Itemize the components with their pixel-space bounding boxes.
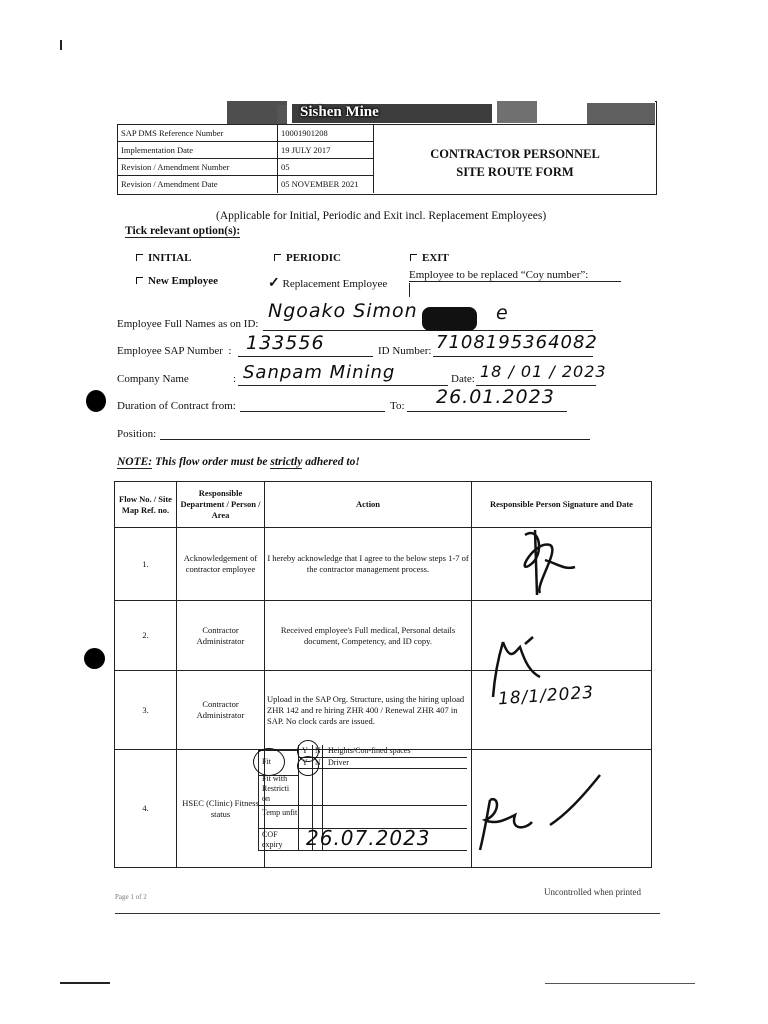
flow-no: 3. xyxy=(115,671,177,750)
fit-label: Fit xyxy=(262,757,271,766)
id-field[interactable] xyxy=(433,356,593,357)
cof-expiry-label: COF expiry xyxy=(262,830,283,849)
company-colon: : xyxy=(233,373,237,385)
form-title-line: SITE ROUTE FORM xyxy=(456,165,574,179)
flow-dept: HSEC (Clinic) Fitness status xyxy=(177,750,265,868)
sap-field[interactable] xyxy=(238,356,373,357)
col-header-flow: Flow No. / Site Map Ref. no. xyxy=(115,482,177,528)
header-row-label: SAP DMS Reference Number xyxy=(121,128,224,138)
sap-label: Employee SAP Number : xyxy=(117,345,232,357)
to-value: 26.01.2023 xyxy=(436,386,555,408)
header-divider xyxy=(373,124,374,193)
banner-texture-icon xyxy=(117,101,655,125)
fit-circle xyxy=(253,748,285,776)
header-banner xyxy=(117,101,655,125)
flow-dept: Contractor Administrator xyxy=(177,671,265,750)
option-label: INITIAL xyxy=(148,252,192,264)
checkbox-icon xyxy=(274,254,281,261)
table-header-row xyxy=(115,482,652,528)
position-label: Position: xyxy=(117,428,157,440)
checkbox-icon xyxy=(136,254,143,261)
option-initial[interactable] xyxy=(136,252,191,264)
y-circle xyxy=(297,756,319,776)
scan-artifact xyxy=(545,983,695,984)
header-divider xyxy=(373,124,655,125)
header-divider xyxy=(277,124,278,193)
replace-coy-box[interactable] xyxy=(409,283,410,297)
full-names-value-end: e xyxy=(496,302,509,324)
punch-hole xyxy=(86,390,106,412)
option-replacement[interactable] xyxy=(268,275,387,292)
duration-to-field[interactable] xyxy=(407,411,567,412)
scan-mark xyxy=(60,40,62,50)
y-label: Y xyxy=(302,758,308,767)
date-value: 18 / 01 / 2023 xyxy=(480,362,607,381)
company-label: Company Name xyxy=(117,373,189,385)
header-row-value: 10001901208 xyxy=(281,128,328,138)
option-label: EXIT xyxy=(422,252,449,264)
company-value: Sanpam Mining xyxy=(243,362,396,383)
punch-hole xyxy=(84,648,105,669)
grid-line xyxy=(258,850,467,851)
checkbox-icon xyxy=(410,254,417,261)
table-row xyxy=(115,671,652,750)
option-exit[interactable] xyxy=(410,252,449,264)
tick-mark-icon: ✓ xyxy=(268,276,280,291)
n-label: N xyxy=(315,758,321,767)
option-label: PERIODIC xyxy=(286,252,342,264)
fit-restrict-label: Fit with Restricti on xyxy=(262,774,290,803)
replace-coy-label: Employee to be replaced “Coy number”: xyxy=(409,269,621,282)
flow-dept: Contractor Administrator xyxy=(177,601,265,671)
note-text: This flow order must be xyxy=(152,456,271,468)
y-label: Y xyxy=(302,746,308,755)
flow-no: 4. xyxy=(115,750,177,868)
footer-line xyxy=(115,913,660,914)
grid-line xyxy=(258,805,467,806)
option-periodic[interactable] xyxy=(274,252,341,264)
id-label: ID Number: xyxy=(378,345,432,357)
header-row-value: 05 xyxy=(281,162,290,172)
header-row-value: 19 JULY 2017 xyxy=(281,145,331,155)
date-label: Date: xyxy=(451,373,475,385)
to-label: To: xyxy=(390,400,405,412)
note-prefix: NOTE: xyxy=(117,456,153,468)
flow-action: Upload in the SAP Org. Structure, using the hiring upload ZHR 142 and re hiring ZHR 400 / Renewal ZHR 407 in SAP. No clock cards are issued. xyxy=(265,671,472,750)
header-row xyxy=(117,158,373,176)
header-row-value: 05 NOVEMBER 2021 xyxy=(281,179,359,189)
duration-from-field[interactable] xyxy=(240,411,385,412)
table-row xyxy=(115,601,652,671)
header-row xyxy=(117,175,373,193)
flow-dept: Acknowledgement of contractor employee xyxy=(177,528,265,601)
duration-label: Duration of Contract from: xyxy=(117,400,236,412)
signature-row1-icon xyxy=(505,525,585,597)
note-strict: strictly xyxy=(270,456,303,468)
header-row xyxy=(117,124,373,142)
driver-label: Driver xyxy=(328,758,349,767)
company-field[interactable] xyxy=(238,385,448,386)
col-header-action: Action xyxy=(265,482,472,528)
temp-unfit-label: Temp unfit xyxy=(262,808,298,817)
col-header-dept: Responsible Department / Person / Area xyxy=(177,482,265,528)
scan-artifact xyxy=(60,982,110,984)
signature-row4-icon xyxy=(470,770,610,855)
header-row-label: Implementation Date xyxy=(121,145,193,155)
full-names-label: Employee Full Names as on ID: xyxy=(117,318,259,330)
page-number: Page 1 of 2 xyxy=(115,893,147,901)
flow-note xyxy=(117,456,360,468)
grid-line xyxy=(298,768,467,769)
header-row xyxy=(117,141,373,159)
header-row-label: Revision / Amendment Number xyxy=(121,162,230,172)
applicable-note: (Applicable for Initial, Periodic and Exit incl. Replacement Employees) xyxy=(216,210,547,222)
flow-no: 2. xyxy=(115,601,177,671)
form-title xyxy=(400,145,630,181)
option-new-employee[interactable] xyxy=(136,275,218,287)
option-label: Replacement Employee xyxy=(282,278,388,290)
full-names-value: Ngoako Simon xyxy=(268,300,418,322)
flow-action: Received employee's Full medical, Personal details document, Competency, and ID copy. xyxy=(265,601,472,671)
redaction-scribble xyxy=(422,307,477,331)
position-field[interactable] xyxy=(160,439,590,440)
col-header-sign: Responsible Person Signature and Date xyxy=(472,482,652,528)
note-text: adhered to! xyxy=(302,456,360,468)
grid-line xyxy=(298,757,467,758)
banner-title: Sishen Mine xyxy=(300,104,379,120)
n-label: N xyxy=(315,746,321,755)
cof-value: 26.07.2023 xyxy=(306,826,431,850)
form-title-line: CONTRACTOR PERSONNEL xyxy=(430,147,600,161)
sap-value: 133556 xyxy=(246,332,325,354)
checkbox-icon xyxy=(136,277,143,284)
flow-action: I hereby acknowledge that I agree to the below steps 1-7 of the contractor management process. xyxy=(265,528,472,601)
uncontrolled-note: Uncontrolled when printed xyxy=(544,887,641,897)
tick-heading: Tick relevant option(s): xyxy=(125,225,241,237)
flow-no: 1. xyxy=(115,528,177,601)
header-row-label: Revision / Amendment Date xyxy=(121,179,218,189)
heights-label: Heights/Con-fined spaces xyxy=(328,746,411,755)
option-label: New Employee xyxy=(148,275,218,287)
row3-sign-date: 18/1/2023 xyxy=(497,682,595,710)
id-value: 7108195364082 xyxy=(436,332,598,353)
